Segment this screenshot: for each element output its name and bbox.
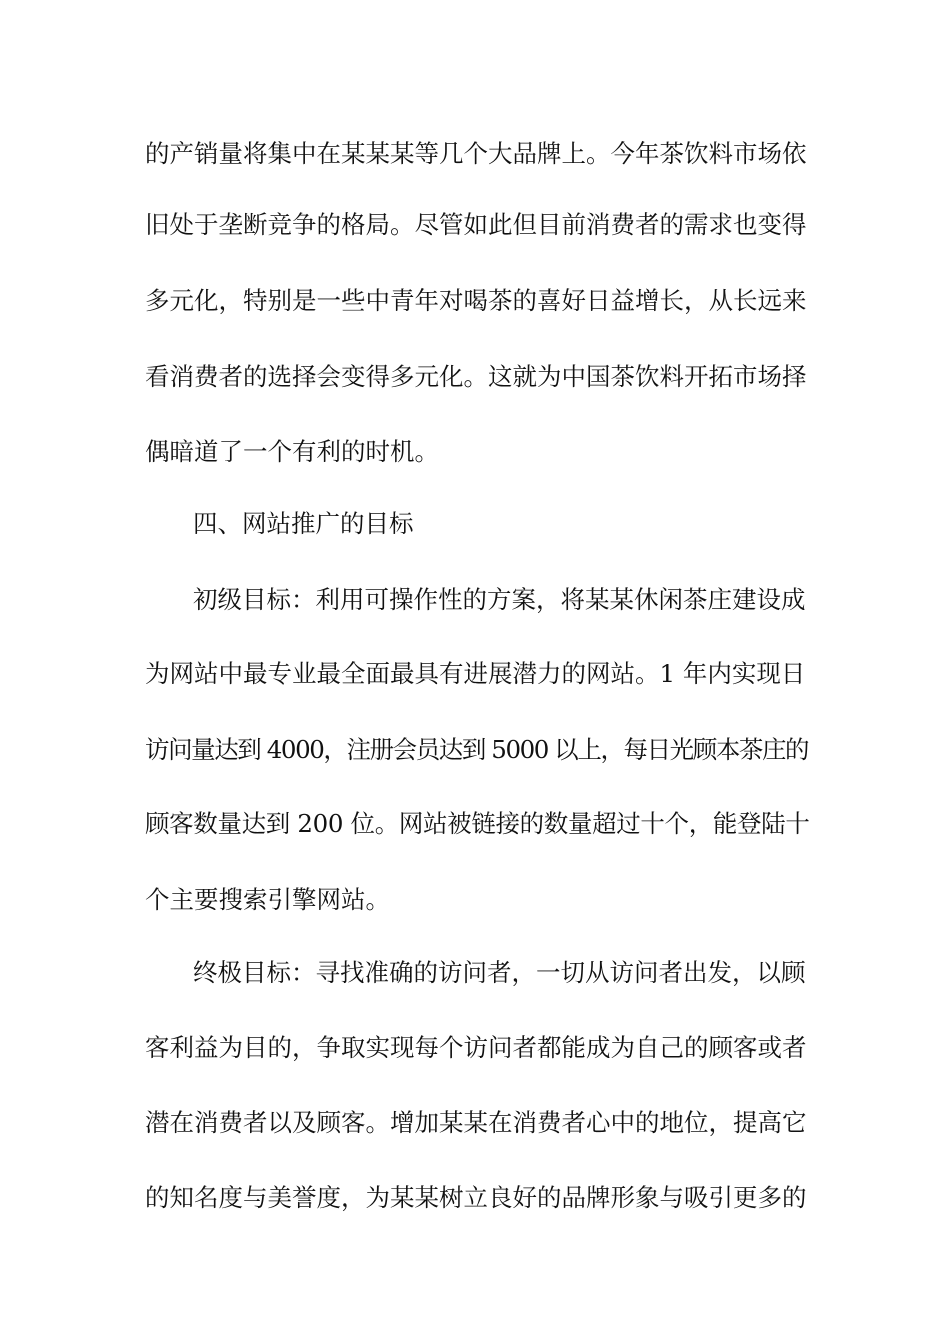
paragraph-line: 初级目标：利用可操作性的方案，将某某休闲茶庄建设成	[193, 585, 806, 614]
paragraph-line: 终极目标：寻找准确的访问者，一切从访问者出发，以顾	[193, 958, 806, 987]
paragraph-line: 偶暗道了一个有利的时机。	[145, 437, 439, 466]
paragraph-line: 客利益为目的，争取实现每个访问者都能成为自己的顾客或者	[145, 1033, 807, 1062]
paragraph-line: 顾客数量达到 200 位。网站被链接的数量超过十个，能登陆十	[145, 809, 810, 838]
paragraph-line: 潜在消费者以及顾客。增加某某在消费者心中的地位，提高它	[145, 1108, 807, 1137]
paragraph-line: 为网站中最专业最全面最具有进展潜力的网站。1 年内实现日	[145, 659, 806, 688]
paragraph-line: 多元化，特别是一些中青年对喝茶的喜好日益增长，从长远来	[145, 286, 807, 315]
paragraph-line: 访问量达到 4000，注册会员达到 5000 以上，每日光顾本茶庄的	[145, 735, 809, 764]
paragraph-line: 旧处于垄断竞争的格局。尽管如此但目前消费者的需求也变得	[145, 210, 807, 239]
paragraph-line: 的产销量将集中在某某某等几个大品牌上。今年茶饮料市场依	[145, 139, 807, 168]
section-heading: 四、网站推广的目标	[193, 509, 414, 538]
paragraph-line: 的知名度与美誉度，为某某树立良好的品牌形象与吸引更多的	[145, 1183, 807, 1212]
paragraph-line: 个主要搜索引擎网站。	[145, 885, 390, 914]
paragraph-line: 看消费者的选择会变得多元化。这就为中国茶饮料开拓市场择	[145, 362, 807, 391]
